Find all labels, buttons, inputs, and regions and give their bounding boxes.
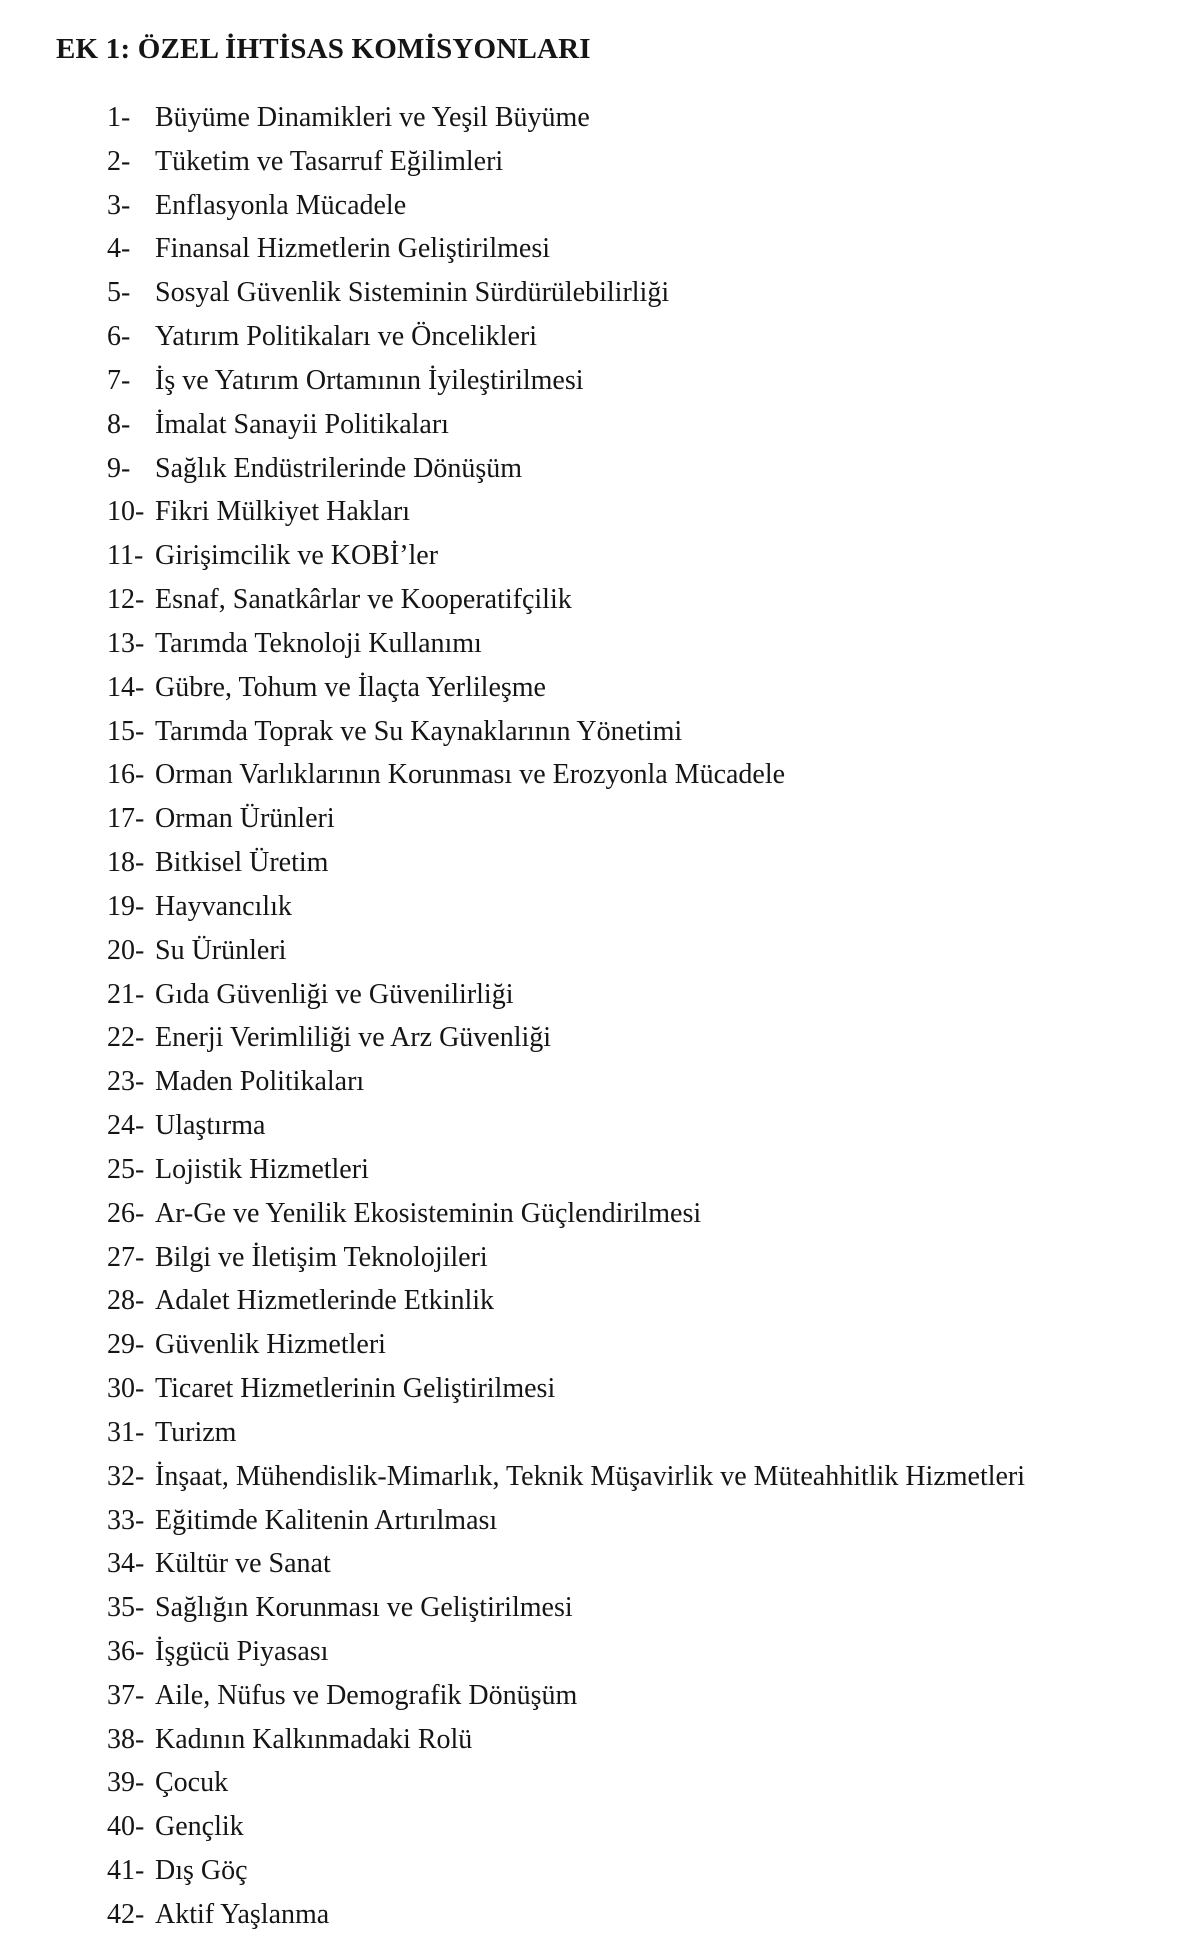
item-text: Esnaf, Sanatkârlar ve Kooperatifçilik xyxy=(155,584,572,616)
item-number: 14- xyxy=(107,671,145,703)
list-item xyxy=(107,359,1025,403)
list-item xyxy=(107,1236,1025,1280)
list-item xyxy=(107,841,1025,885)
item-text: Girişimcilik ve KOBİ’ler xyxy=(155,540,439,572)
item-number: 26- xyxy=(107,1197,145,1229)
item-text: Enflasyonla Mücadele xyxy=(155,189,407,221)
item-number: 4- xyxy=(107,233,131,265)
item-text: Kadının Kalkınmadaki Rolü xyxy=(155,1723,473,1755)
item-number: 38- xyxy=(107,1723,145,1755)
list-item xyxy=(107,534,1025,578)
item-number: 5- xyxy=(107,277,131,309)
item-text: Finansal Hizmetlerin Geliştirilmesi xyxy=(155,233,551,265)
list-item xyxy=(107,447,1025,491)
item-number: 29- xyxy=(107,1329,145,1361)
item-number: 31- xyxy=(107,1416,145,1448)
item-text: Ar-Ge ve Yenilik Ekosisteminin Güçlendirilmesi xyxy=(155,1197,702,1229)
list-item xyxy=(107,1893,1025,1937)
list-item xyxy=(107,885,1025,929)
item-number: 25- xyxy=(107,1153,145,1185)
list-item xyxy=(107,227,1025,271)
list-item xyxy=(107,622,1025,666)
list-item xyxy=(107,1805,1025,1849)
list-item xyxy=(107,1323,1025,1367)
item-text: Enerji Verimliliği ve Arz Güvenliği xyxy=(155,1022,552,1054)
item-number: 3- xyxy=(107,189,131,221)
list-item xyxy=(107,1148,1025,1192)
list-item xyxy=(107,1279,1025,1323)
list-item xyxy=(107,1674,1025,1718)
item-text: Dış Göç xyxy=(155,1855,248,1887)
list-item xyxy=(107,1104,1025,1148)
list-item xyxy=(107,1367,1025,1411)
list-item xyxy=(107,403,1025,447)
item-number: 30- xyxy=(107,1373,145,1405)
item-text: Tarımda Teknoloji Kullanımı xyxy=(155,627,482,659)
document-title: EK 1: ÖZEL İHTİSAS KOMİSYONLARI xyxy=(56,33,591,65)
item-text: Sağlık Endüstrilerinde Dönüşüm xyxy=(155,452,523,484)
item-text: Orman Varlıklarının Korunması ve Erozyonla Mücadele xyxy=(155,759,786,791)
item-text: Çocuk xyxy=(155,1767,229,1799)
item-text: Hayvancılık xyxy=(155,890,292,922)
list-item xyxy=(107,1192,1025,1236)
item-text: Ticaret Hizmetlerinin Geliştirilmesi xyxy=(155,1373,556,1405)
item-text: Yatırım Politikaları ve Öncelikleri xyxy=(155,321,538,353)
item-number: 7- xyxy=(107,364,131,396)
item-number: 37- xyxy=(107,1679,145,1711)
list-item xyxy=(107,315,1025,359)
list-item xyxy=(107,666,1025,710)
item-number: 15- xyxy=(107,715,145,747)
item-number: 22- xyxy=(107,1022,145,1054)
item-text: Maden Politikaları xyxy=(155,1066,365,1098)
list-item xyxy=(107,1016,1025,1060)
item-number: 6- xyxy=(107,321,131,353)
item-text: Su Ürünleri xyxy=(155,934,287,966)
item-number: 32- xyxy=(107,1460,145,1492)
list-item xyxy=(107,1586,1025,1630)
list-item xyxy=(107,1718,1025,1762)
list-item xyxy=(107,1849,1025,1893)
item-text: Bitkisel Üretim xyxy=(155,847,329,879)
item-number: 1- xyxy=(107,102,131,133)
list-item xyxy=(107,1630,1025,1674)
list-item xyxy=(107,1499,1025,1543)
item-text: Aile, Nüfus ve Demografik Dönüşüm xyxy=(155,1679,578,1711)
item-text: Kültür ve Sanat xyxy=(155,1548,331,1580)
list-item xyxy=(107,797,1025,841)
item-text: Gençlik xyxy=(155,1811,244,1843)
item-text: Tüketim ve Tasarruf Eğilimleri xyxy=(155,145,504,177)
item-number: 21- xyxy=(107,978,145,1010)
list-item xyxy=(107,140,1025,184)
item-number: 34- xyxy=(107,1548,145,1580)
list-item xyxy=(107,184,1025,228)
item-number: 13- xyxy=(107,627,145,659)
item-number: 33- xyxy=(107,1504,145,1536)
item-text: İş ve Yatırım Ortamının İyileştirilmesi xyxy=(155,364,584,396)
item-text: İnşaat, Mühendislik-Mimarlık, Teknik Müşavirlik ve Müteahhitlik Hizmetleri xyxy=(155,1460,1026,1492)
item-text: Gübre, Tohum ve İlaçta Yerlileşme xyxy=(155,671,546,703)
commission-list xyxy=(107,96,1025,1937)
item-text: Ulaştırma xyxy=(155,1110,266,1142)
item-text: Eğitimde Kalitenin Artırılması xyxy=(155,1504,498,1536)
item-text: Bilgi ve İletişim Teknolojileri xyxy=(155,1241,488,1273)
item-text: Gıda Güvenliği ve Güvenilirliği xyxy=(155,978,514,1010)
item-text: Sağlığın Korunması ve Geliştirilmesi xyxy=(155,1592,573,1624)
item-number: 27- xyxy=(107,1241,145,1273)
item-number: 17- xyxy=(107,803,145,835)
item-text: Orman Ürünleri xyxy=(155,803,335,835)
item-number: 16- xyxy=(107,759,145,791)
item-text: Sosyal Güvenlik Sisteminin Sürdürülebilirliği xyxy=(155,277,670,309)
item-number: 35- xyxy=(107,1592,145,1624)
item-number: 40- xyxy=(107,1811,145,1843)
item-number: 41- xyxy=(107,1855,145,1887)
list-item xyxy=(107,1542,1025,1586)
item-text: Adalet Hizmetlerinde Etkinlik xyxy=(155,1285,495,1317)
item-number: 2- xyxy=(107,145,131,177)
item-number: 8- xyxy=(107,408,131,440)
item-number: 9- xyxy=(107,452,131,484)
list-item xyxy=(107,578,1025,622)
item-number: 42- xyxy=(107,1898,145,1930)
list-item xyxy=(107,96,1025,140)
item-text: Tarımda Toprak ve Su Kaynaklarının Yönetimi xyxy=(155,715,683,747)
item-number: 36- xyxy=(107,1635,145,1667)
item-text: Lojistik Hizmetleri xyxy=(155,1153,369,1185)
list-item xyxy=(107,753,1025,797)
item-number: 19- xyxy=(107,890,145,922)
list-item xyxy=(107,973,1025,1017)
item-number: 20- xyxy=(107,934,145,966)
list-item xyxy=(107,1455,1025,1499)
list-item xyxy=(107,929,1025,973)
item-text: Aktif Yaşlanma xyxy=(155,1898,330,1930)
list-item xyxy=(107,1761,1025,1805)
item-number: 18- xyxy=(107,847,145,879)
list-item xyxy=(107,490,1025,534)
item-text: Turizm xyxy=(155,1416,237,1448)
list-item xyxy=(107,710,1025,754)
item-number: 11- xyxy=(107,540,144,572)
item-text: Güvenlik Hizmetleri xyxy=(155,1329,386,1361)
list-item xyxy=(107,1411,1025,1455)
list-item xyxy=(107,271,1025,315)
item-text: Büyüme Dinamikleri ve Yeşil Büyüme xyxy=(155,102,590,133)
item-number: 28- xyxy=(107,1285,145,1317)
item-number: 10- xyxy=(107,496,145,528)
item-number: 24- xyxy=(107,1110,145,1142)
item-number: 12- xyxy=(107,584,145,616)
item-number: 23- xyxy=(107,1066,145,1098)
item-text: Fikri Mülkiyet Hakları xyxy=(155,496,411,528)
list-item xyxy=(107,1060,1025,1104)
item-number: 39- xyxy=(107,1767,145,1799)
item-text: İşgücü Piyasası xyxy=(155,1635,329,1667)
item-text: İmalat Sanayii Politikaları xyxy=(155,408,449,440)
